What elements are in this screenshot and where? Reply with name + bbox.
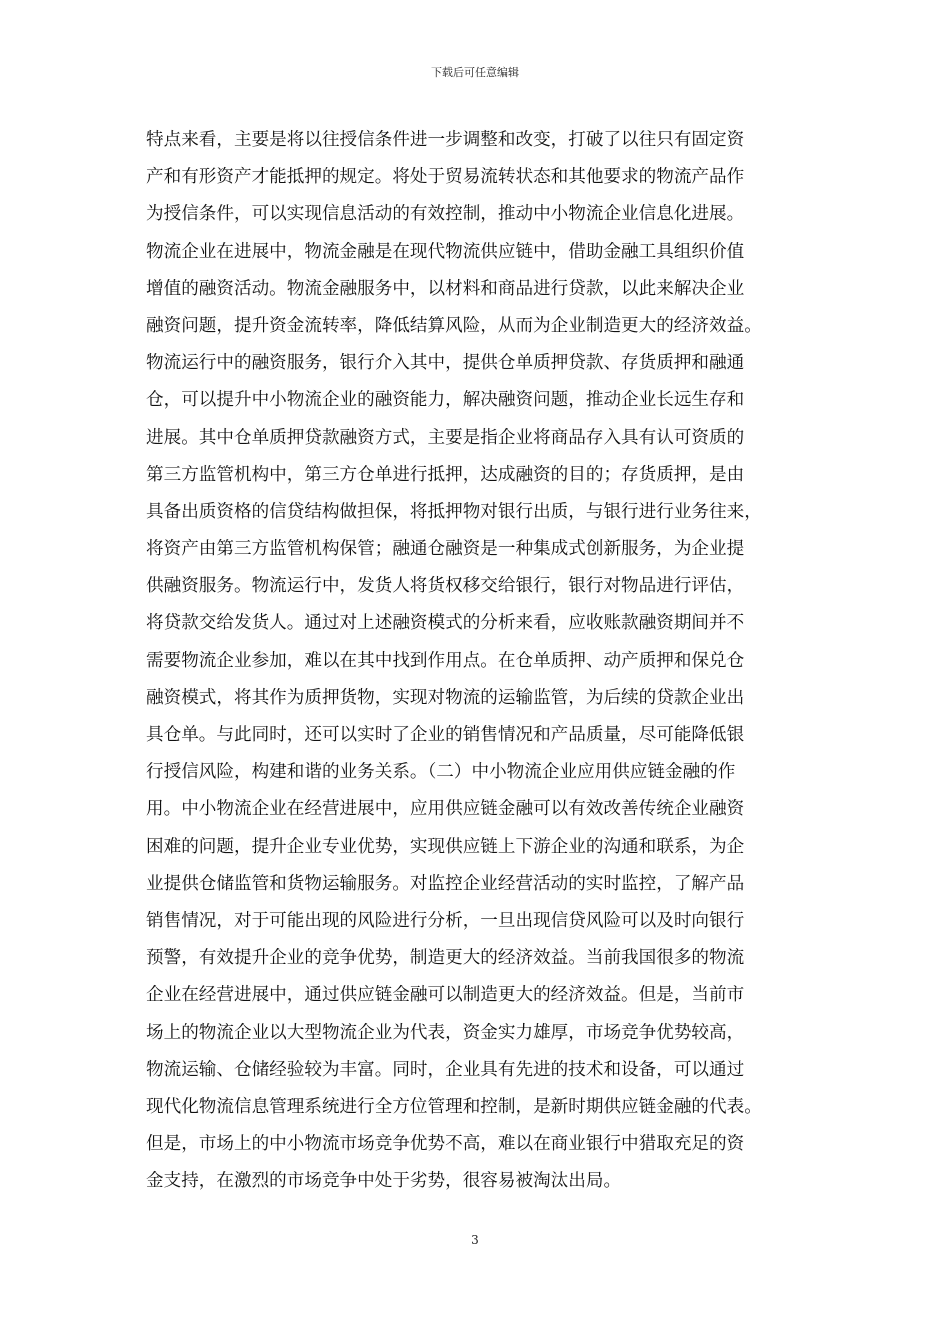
text-line: 物流运行中的融资服务，银行介入其中，提供仓单质押贷款、存货质押和融通 (146, 353, 745, 374)
page-header: 下载后可任意编辑 (431, 66, 519, 79)
text-line: 进展。其中仓单质押贷款融资方式，主要是指企业将商品存入具有认可资质的 (146, 427, 745, 448)
text-line: 业提供仓储监管和货物运输服务。对监控企业经营活动的实时监控，了解产品 (146, 873, 745, 894)
text-line: 为授信条件，可以实现信息活动的有效控制，推动中小物流企业信息化进展。 (146, 204, 745, 225)
text-line: 融资模式，将其作为质押货物，实现对物流的运输监管，为后续的贷款企业出 (146, 687, 745, 708)
text-line: 仓，可以提升中小物流企业的融资能力，解决融资问题，推动企业长远生存和 (146, 390, 745, 411)
text-line: 困难的问题，提升企业专业优势，实现供应链上下游企业的沟通和联系，为企 (146, 836, 745, 857)
text-line: 用。中小物流企业在经营进展中，应用供应链金融可以有效改善传统企业融资 (146, 799, 745, 820)
text-line: 销售情况，对于可能出现的风险进行分析，一旦出现信贷风险可以及时向银行 (146, 910, 745, 931)
text-line: 行授信风险，构建和谐的业务关系。（二）中小物流企业应用供应链金融的作 (146, 762, 736, 783)
text-line: 场上的物流企业以大型物流企业为代表，资金实力雄厚，市场竞争优势较高， (146, 1022, 745, 1043)
text-line: 供融资服务。物流运行中，发货人将货权移交给银行，银行对物品进行评估， (146, 576, 745, 597)
text-line: 企业在经营进展中，通过供应链金融可以制造更大的经济效益。但是，当前市 (146, 985, 745, 1006)
text-line: 预警，有效提升企业的竞争优势，制造更大的经济效益。当前我国很多的物流 (146, 948, 745, 969)
page-number: 3 (471, 1233, 479, 1247)
text-line: 需要物流企业参加，难以在其中找到作用点。在仓单质押、动产质押和保兑仓 (146, 650, 745, 671)
text-line: 融资问题，提升资金流转率，降低结算风险，从而为企业制造更大的经济效益。 (146, 315, 762, 336)
text-line: 将贷款交给发货人。通过对上述融资模式的分析来看，应收账款融资期间并不 (146, 613, 745, 634)
text-line: 增值的融资活动。物流金融服务中，以材料和商品进行贷款，以此来解决企业 (146, 278, 745, 299)
text-line: 具仓单。与此同时，还可以实时了企业的销售情况和产品质量，尽可能降低银 (146, 725, 745, 745)
text-line: 具备出质资格的信贷结构做担保，将抵押物对银行出质，与银行进行业务往来， (146, 501, 762, 522)
text-line: 但是，市场上的中小物流市场竞争优势不高，难以在商业银行中猎取充足的资 (146, 1134, 745, 1155)
text-line: 金支持，在激烈的市场竞争中处于劣势，很容易被淘汰出局。 (146, 1171, 622, 1192)
text-line: 产和有形资产才能抵押的规定。将处于贸易流转状态和其他要求的物流产品作 (146, 167, 745, 188)
text-line: 物流运输、仓储经验较为丰富。同时，企业具有先进的技术和设备，可以通过 (146, 1059, 745, 1080)
text-line: 特点来看，主要是将以往授信条件进一步调整和改变，打破了以往只有固定资 (146, 130, 745, 150)
text-line: 第三方监管机构中，第三方仓单进行抵押，达成融资的目的；存货质押，是由 (146, 464, 745, 485)
text-line: 将资产由第三方监管机构保管；融通仓融资是一种集成式创新服务，为企业提 (146, 539, 745, 560)
text-line: 现代化物流信息管理系统进行全方位管理和控制，是新时期供应链金融的代表。 (146, 1096, 762, 1117)
body-text (146, 122, 826, 1200)
text-line: 物流企业在进展中，物流金融是在现代物流供应链中，借助金融工具组织价值 (146, 241, 745, 262)
